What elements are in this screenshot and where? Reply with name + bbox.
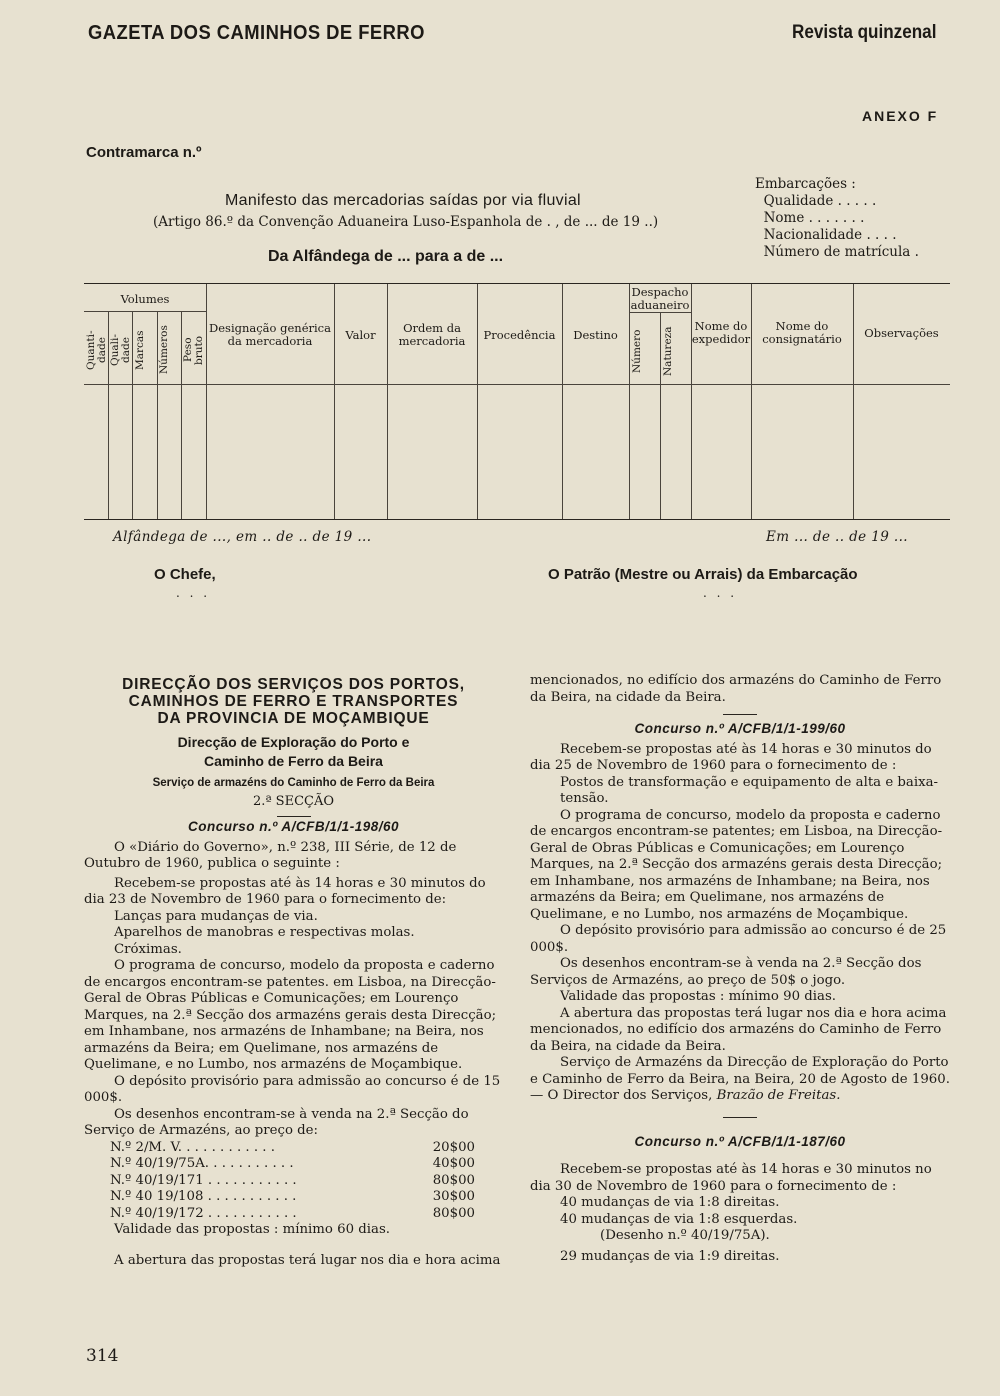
col-valor: Valor <box>345 328 376 342</box>
col-marcas: Marcas <box>134 330 146 370</box>
signature-patrao: O Patrão (Mestre ou Arrais) da Embarcação <box>548 566 858 583</box>
list-item: 40 mudanças de via 1:8 esquerdas. <box>560 1211 798 1227</box>
vessel-detail-line: Nacionalidade . . . . <box>755 227 897 243</box>
col-destino: Destino <box>573 328 618 342</box>
org-heading-line: CAMINHOS DE FERRO E TRANSPORTES <box>128 693 459 710</box>
col-qualidade: Quali-dade <box>109 334 132 366</box>
list-item: Aparelhos de manobras e respectivas molas. <box>114 925 415 940</box>
col-designacao: Designação genérica da mercadoria <box>209 321 331 348</box>
price-value: 80$00 <box>432 1205 475 1221</box>
list-item: Lanças para mudanças de via. <box>114 908 318 924</box>
price-value: 80$00 <box>432 1172 475 1188</box>
price-label: N.º 40/19/171 . . . . . . . . . . . <box>110 1172 297 1188</box>
directorate-heading-line: Direcção de Exploração do Porto e <box>177 734 410 750</box>
price-row <box>84 1206 503 1223</box>
paragraph: O programa de concurso, modelo da proposta e caderno de encargos encontram-se patentes; em Lisboa, na Direcção-Geral de Obras Públicas e Comunicações; em Lourenço Marques, na 2.ª Secção dos armazéns gerais desta Direcção; em Inhambane, nos armazéns de Inhambane; na Beira, nos armazéns da Beira; em Quelimane, nos armazéns de Quelimane, e no Lumbo, nos armazéns de Moçambique. <box>530 807 943 922</box>
price-row <box>84 1189 503 1206</box>
paragraph: Os desenhos encontram-se à venda na 2.ª Secção do Serviço de Armazéns, ao preço de: <box>84 1106 469 1138</box>
journal-title: GAZETA DOS CAMINHOS DE FERRO <box>88 22 425 44</box>
vessel-details <box>755 176 919 261</box>
price-value: 20$00 <box>432 1139 475 1155</box>
list-item: Postos de transformação e equipamento de alta e baixa-tensão. <box>560 774 939 806</box>
signature-chefe: O Chefe, <box>154 566 216 583</box>
col-numeros: Números <box>158 325 170 375</box>
signature-chefe-dots: . . . <box>176 586 211 600</box>
price-row <box>84 1173 503 1190</box>
left-column <box>84 676 503 1269</box>
col-peso-bruto: Peso bruto <box>182 335 205 365</box>
paragraph: mencionados, no edifício dos armazéns do Caminho de Ferro da Beira, na cidade da Beira. <box>530 673 942 705</box>
price-value: 40$00 <box>432 1156 475 1171</box>
paragraph: Recebem-se propostas até às 14 horas e 30 minutos no dia 30 de Novembro de 1960 para o fornecimento de : <box>530 1162 932 1194</box>
col-volumes: Volumes <box>120 292 170 306</box>
directorate-heading <box>84 733 503 771</box>
col-despacho-numero: Número <box>631 329 643 373</box>
tender-heading: Concurso n.º A/CFB/1/1-187/60 <box>634 1133 846 1149</box>
volumes-divider <box>84 311 206 312</box>
paragraph: O programa de concurso, modelo da proposta e caderno de encargos encontram-se patentes. em Lisboa, na Direcção-Geral de Obras Públicas e Comunicações; em Lourenço Marques, na 2.ª Secção dos armazéns gerais desta Direcção; em Inhambane, nos armazéns de Inhambane; na Beira, nos armazéns da Beira; em Quelimane, nos armazéns de Quelimane, e no Lumbo, nos armazéns de Moçambique. <box>84 958 497 1072</box>
paragraph: O «Diário do Governo», n.º 238, III Série, de 12 de Outubro de 1960, publica o seguinte : <box>84 839 457 871</box>
directorate-heading-line: Caminho de Ferro da Beira <box>204 753 383 769</box>
vessel-detail-line: Nome . . . . . . . <box>755 210 865 226</box>
service-heading: Serviço de armazéns do Caminho de Ferro da Beira <box>152 777 435 789</box>
paragraph: Recebem-se propostas até às 14 horas e 30 minutos do dia 25 de Novembro de 1960 para o fornecimento de : <box>530 741 932 773</box>
col-despacho-natureza: Natureza <box>662 326 674 376</box>
paragraph: O depósito provisório para admissão ao concurso é de 15 000$. <box>84 1073 501 1105</box>
org-heading-line: DA PROVINCIA DE MOÇAMBIQUE <box>157 710 430 727</box>
col-observacoes: Observações <box>864 326 939 340</box>
price-row <box>84 1156 503 1173</box>
tender-heading: Concurso n.º A/CFB/1/1-198/60 <box>188 819 399 834</box>
col-ordem: Ordem da mercadoria <box>398 321 466 348</box>
col-procedencia: Procedência <box>483 328 556 342</box>
list-item: 40 mudanças de via 1:8 direitas. <box>560 1195 780 1210</box>
list-item: Cróximas. <box>114 941 182 957</box>
table-header-divider <box>84 384 950 385</box>
right-column <box>530 673 950 1265</box>
form-footer-left: Alfândega de ..., em .. de .. de 19 ... <box>113 529 372 545</box>
vessel-detail-line: Número de matrícula . <box>755 244 919 260</box>
paragraph: Os desenhos encontram-se à venda na 2.ª Secção dos Serviços de Armazéns, ao preço de 50$ o jogo. <box>530 956 922 988</box>
price-value: 30$00 <box>432 1189 475 1204</box>
manifest-title: Manifesto das mercadorias saídas por via fluvial <box>225 192 581 209</box>
col-expedidor: Nome do expedidor <box>691 319 751 346</box>
paragraph: Recebem-se propostas até às 14 horas e 30 minutos do dia 23 de Novembro de 1960 para o fornecimento de: <box>84 875 486 907</box>
vessel-detail-line: Qualidade . . . . . <box>755 193 877 209</box>
price-label: N.º 40 19/108 . . . . . . . . . . . <box>110 1189 297 1204</box>
section-heading: 2.ª SECÇÃO <box>252 793 335 809</box>
customs-route: Da Alfândega de ... para a de ... <box>268 248 504 265</box>
col-despacho: Despacho aduaneiro <box>630 285 690 312</box>
paragraph: O depósito provisório para admissão ao concurso é de 25 000$. <box>530 923 947 955</box>
journal-frequency: Revista quinzenal <box>792 22 937 43</box>
price-label: N.º 40/19/172 . . . . . . . . . . . <box>110 1205 297 1221</box>
price-row <box>84 1140 503 1157</box>
manifest-table <box>84 283 950 520</box>
signoff-name: Brazão de Freitas. <box>716 1088 841 1103</box>
signoff-text: Serviço de Armazéns da Direcção de Exploração do Porto e Caminho de Ferro da Beira, na Beira, 20 de Agosto de 1960. — O Director dos Serviços, <box>530 1055 950 1103</box>
paragraph: Validade das propostas : mínimo 60 dias. <box>114 1222 391 1237</box>
contramarca-label: Contramarca n.º <box>86 144 202 161</box>
tender-heading: Concurso n.º A/CFB/1/1-199/60 <box>634 721 846 736</box>
paragraph <box>530 1055 950 1105</box>
list-item: 29 mudanças de via 1:9 direitas. <box>560 1248 780 1264</box>
vessel-detail-line: Embarcações : <box>755 176 856 192</box>
paragraph: Validade das propostas : mínimo 90 dias. <box>560 989 837 1004</box>
rule <box>277 816 311 817</box>
paragraph: A abertura das propostas terá lugar nos dia e hora acima mencionados, no edifício dos armazéns do Caminho de Ferro da Beira, na cidade da Beira. <box>530 1005 947 1054</box>
page-number: 314 <box>86 1346 119 1366</box>
manifest-subtitle: (Artigo 86.º da Convenção Aduaneira Luso-Espanhola de . , de ... de 19 ..) <box>153 214 659 230</box>
org-heading <box>84 676 503 727</box>
list-item: (Desenho n.º 40/19/75A). <box>600 1228 770 1243</box>
org-heading-line: DIRECÇÃO DOS SERVIÇOS DOS PORTOS, <box>122 676 465 693</box>
rule <box>723 714 757 715</box>
annex-label: ANEXO F <box>862 108 939 124</box>
signature-patrao-dots: . . . <box>703 586 738 600</box>
rule <box>723 1117 757 1118</box>
col-quantidade: Quanti-dade <box>85 330 108 370</box>
price-label: N.º 2/M. V. . . . . . . . . . . . <box>110 1139 275 1155</box>
price-label: N.º 40/19/75A. . . . . . . . . . . <box>110 1156 294 1171</box>
form-footer-right: Em ... de .. de 19 ... <box>766 529 908 545</box>
paragraph: A abertura das propostas terá lugar nos dia e hora acima <box>114 1252 501 1268</box>
col-consignatario: Nome do consignatário <box>762 319 842 346</box>
